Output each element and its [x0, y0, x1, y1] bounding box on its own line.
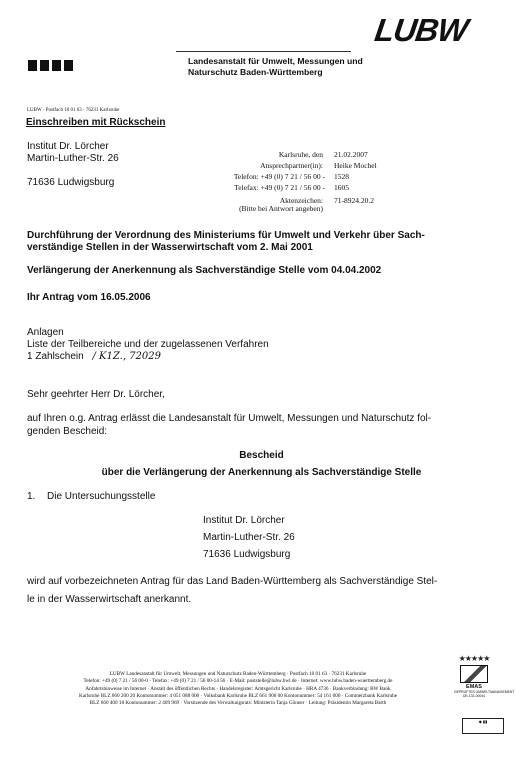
footer-line-1: LUBW Landesanstalt für Umwelt, Messungen und Naturschutz Baden-Württemberg · Postfach 10 01 63 · 76231 Karlsruhe: [109, 671, 367, 677]
subject-line-2: verständige Stellen in der Wasserwirtschaft vom 2. Mai 2001: [27, 242, 313, 253]
emas-sub: GEPRÜFTES UMWELTMANAGEMENT: [454, 690, 515, 694]
contact-label: Ansprechpartner(in):: [260, 161, 323, 170]
item-street: Martin-Luther-Str. 26: [203, 532, 295, 543]
recipient-city: 71636 Ludwigsburg: [27, 177, 115, 188]
certification-logo: [462, 718, 502, 734]
intro-line-1: auf Ihren o.g. Antrag erlässt die Landesanstalt für Umwelt, Messungen und Naturschutz fol-: [27, 413, 432, 424]
emas-label: EMAS: [466, 684, 482, 690]
certification-mark-icon: ◆ ▮▮: [462, 718, 504, 734]
item-city: 71636 Ludwigsburg: [203, 549, 291, 560]
contact-value: Heike Mochel: [334, 161, 377, 170]
footer-line-3: Anfahrtshinweise im Internet · Anstalt des öffentlichen Rechts · Handelsregister: Amtsgericht Karlsruhe · HRA 4736 · Bankverbindung: BW Bank: [85, 685, 391, 692]
subject-block: [27, 230, 425, 254]
agency-line-2: Naturschutz Baden-Württemberg: [188, 67, 323, 77]
item-title: Die Untersuchungsstelle: [47, 491, 156, 502]
enclosures: [27, 327, 269, 363]
return-address: LUBW · Postfach 10 01 63 · 76231 Karlsruhe: [27, 108, 120, 113]
enclosure-item-2-label: 1 Zahlschein: [27, 351, 84, 362]
ref-label: Aktenzeichen:: [279, 196, 323, 205]
phone-label: Telefon: +49 (0) 7 21 / 56 00 -: [233, 172, 325, 181]
date-label: Karlsruhe, den: [278, 150, 323, 159]
footer-line-2: Telefon: +49 (0) 7 21 / 56 00-0 · Telefax: +49 (0) 7 21 / 56 00-14 56 · E-Mail: poststelle@lubw.bwl.de · Internet: www.lubw.baden-wuerttemberg.de: [83, 678, 393, 685]
enclosure-item-2: [27, 351, 269, 363]
date-value: 21.02.2007: [334, 150, 368, 159]
footer: [18, 671, 458, 707]
closing-line-2: le in der Wasserwirtschaft anerkannt.: [27, 594, 192, 605]
emas-logo: [454, 654, 515, 698]
ref-note: (Bitte bei Antwort angeben): [239, 204, 323, 213]
agency-name: [188, 56, 363, 78]
salutation: Sehr geehrter Herr Dr. Lörcher,: [27, 389, 165, 400]
footer-line-4: Karlsruhe BLZ 660 200 20 Kontonummer: 4 051 088 000 · Volksbank Karlsruhe BLZ 661 900 00 Kontonummer: 54 161 000 · Commerzbank Karlsruhe: [78, 692, 398, 699]
decision-heading: [0, 447, 523, 481]
logo-bars: [28, 60, 73, 71]
agency-line-1: Landesanstalt für Umwelt, Messungen und: [188, 56, 363, 66]
decision-title: Bescheid: [239, 450, 284, 461]
subject-line-1: Durchführung der Verordnung des Ministeriums für Umwelt und Verkehr über Sach-: [27, 230, 425, 241]
letter-meta: [0, 150, 523, 220]
item-number: 1.: [27, 491, 36, 502]
application-date: Ihr Antrag vom 16.05.2006: [27, 292, 151, 303]
intro-line-2: genden Bescheid:: [27, 426, 108, 437]
header-rule: [176, 51, 351, 52]
recipient-street: Martin-Luther-Str. 26: [27, 153, 119, 164]
lubw-logo: LUBW: [372, 12, 470, 48]
item-address: [203, 512, 295, 563]
enclosures-title: Anlagen: [27, 327, 64, 338]
footer-line-5: BLZ 660 400 18 Kontonummer: 2 409 969 · Vorsitzende des Verwaltungsrats: Ministerin Tanja Gönner · Leitung: Präsidentin Margareta Barth: [89, 700, 387, 707]
decision-subtitle: über die Verlängerung der Anerkennung als Sachverständige Stelle: [101, 467, 422, 478]
emas-reg: DE-131-00044: [462, 694, 486, 698]
fax-label: Telefax: +49 (0) 7 21 / 56 00 -: [234, 183, 325, 192]
delivery-note: Einschreiben mit Rückschein: [26, 117, 166, 128]
fax-value: 1605: [334, 183, 349, 192]
ref-value: 71-8924.20.2: [334, 196, 374, 205]
closing-line-1: wird auf vorbezeichneten Antrag für das Land Baden-Württemberg als Sachverständige Stel-: [27, 576, 438, 587]
handwritten-note: / K1Z., 72029: [92, 351, 161, 362]
closing-paragraph: [27, 573, 437, 609]
subject-extension: Verlängerung der Anerkennung als Sachverständige Stelle vom 04.04.2002: [27, 265, 382, 276]
intro-paragraph: [27, 412, 431, 438]
eu-stars-icon: ★★★★★: [458, 654, 490, 663]
item-name: Institut Dr. Lörcher: [203, 515, 285, 526]
phone-value: 1528: [334, 172, 349, 181]
recipient-name: Institut Dr. Lörcher: [27, 141, 109, 152]
enclosure-item-1: Liste der Teilbereiche und der zugelassenen Verfahren: [27, 339, 269, 350]
emas-flag-icon: [460, 665, 488, 683]
